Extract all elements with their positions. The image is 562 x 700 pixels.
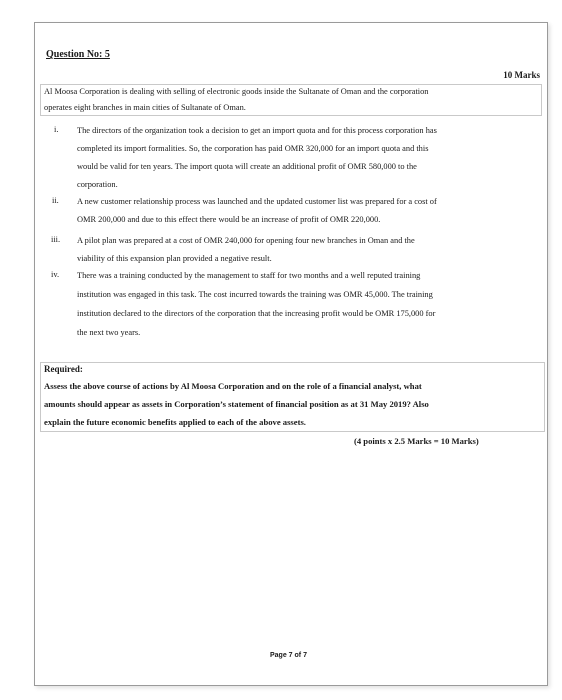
question-title: Question No: 5 bbox=[46, 49, 110, 60]
points-breakdown: (4 points x 2.5 Marks = 10 Marks) bbox=[354, 436, 479, 446]
item-line: A new customer relationship process was launched and the updated customer list was prepared for a cost of bbox=[77, 197, 437, 206]
item-number: i. bbox=[54, 125, 59, 134]
item-line: corporation. bbox=[77, 180, 118, 189]
item-line: A pilot plan was prepared at a cost of OMR 240,000 for opening four new branches in Oman and the bbox=[77, 236, 415, 245]
item-line: would be valid for ten years. The import quota will create an additional profit of OMR 580,000 to the bbox=[77, 162, 417, 171]
item-line: completed its import formalities. So, the corporation has paid OMR 320,000 for an import quota and this bbox=[77, 144, 429, 153]
required-line: explain the future economic benefits applied to each of the above assets. bbox=[44, 417, 306, 427]
required-line: amounts should appear as assets in Corporation’s statement of financial position as at 31 May 2019? Also bbox=[44, 399, 429, 409]
item-number: ii. bbox=[52, 196, 59, 205]
required-label: Required: bbox=[44, 364, 83, 374]
document-page bbox=[34, 22, 548, 686]
page-number: Page 7 of 7 bbox=[270, 652, 307, 659]
item-line: OMR 200,000 and due to this effect there would be an increase of profit of OMR 220,000. bbox=[77, 215, 381, 224]
item-line: institution declared to the directors of the corporation that the increasing profit would be OMR 175,000 for bbox=[77, 309, 436, 318]
intro-line: operates eight branches in main cities of Sultanate of Oman. bbox=[44, 103, 246, 112]
required-line: Assess the above course of actions by Al Moosa Corporation and on the role of a financial analyst, what bbox=[44, 381, 422, 391]
question-marks: 10 Marks bbox=[503, 70, 540, 80]
item-line: The directors of the organization took a decision to get an import quota and for this process corporation has bbox=[77, 126, 437, 135]
item-line: institution was engaged in this task. The cost incurred towards the training was OMR 45,000. The training bbox=[77, 290, 433, 299]
item-line: the next two years. bbox=[77, 328, 141, 337]
item-number: iv. bbox=[51, 270, 60, 279]
intro-line: Al Moosa Corporation is dealing with selling of electronic goods inside the Sultanate of Oman and the corporation bbox=[44, 87, 429, 96]
item-line: There was a training conducted by the management to staff for two months and a well reputed training bbox=[77, 271, 421, 280]
item-line: viability of this expansion plan provided a negative result. bbox=[77, 254, 272, 263]
item-number: iii. bbox=[51, 235, 61, 244]
